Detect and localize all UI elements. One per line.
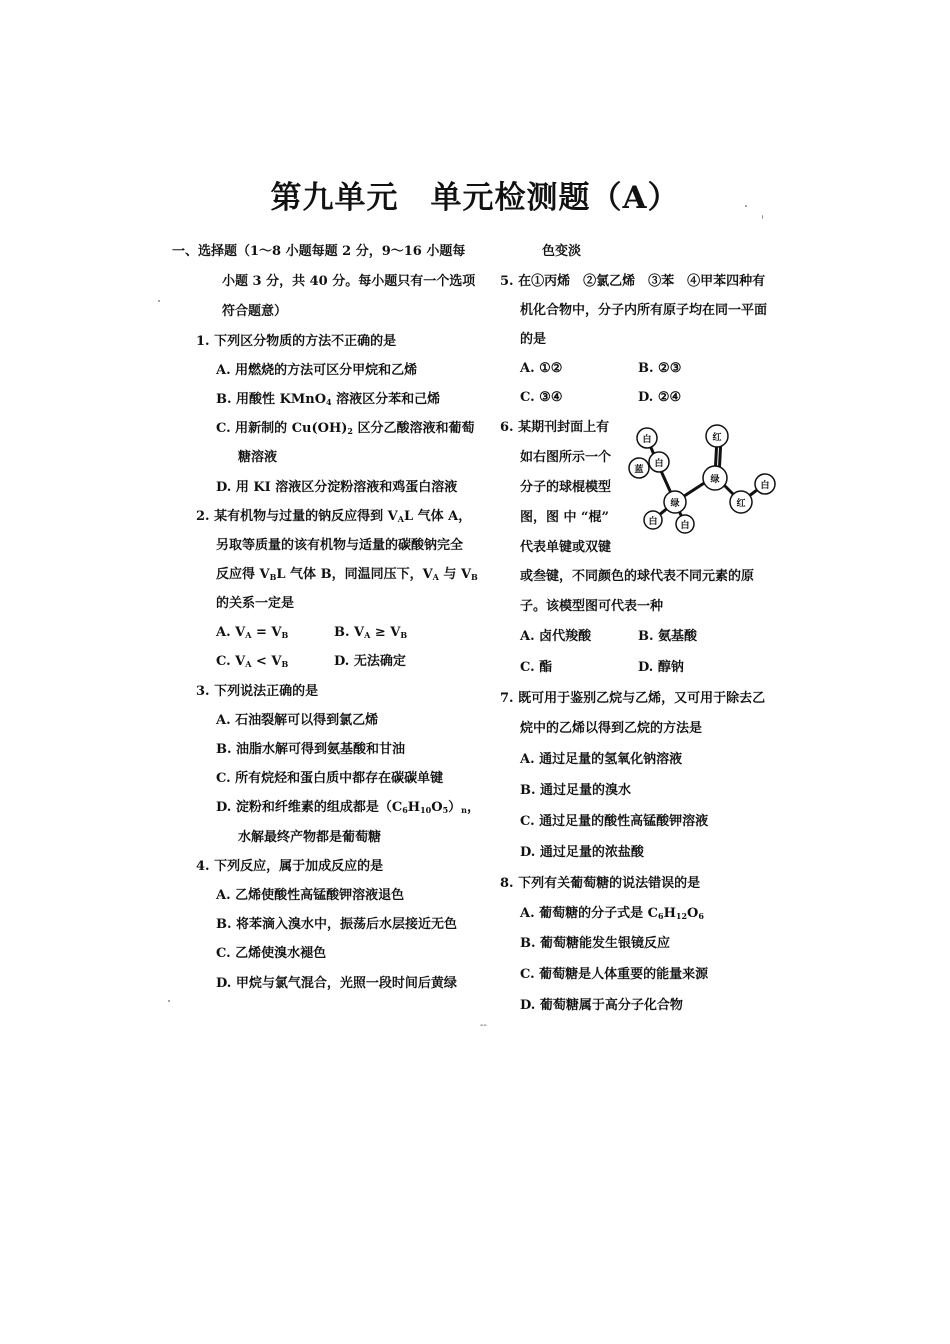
q4-option-c: C. 乙烯使溴水褪色 xyxy=(216,946,327,961)
q4-option-a: A. 乙烯使酸性高锰酸钾溶液退色 xyxy=(216,888,405,903)
q5-option-a: A. ①② xyxy=(520,361,563,376)
q1-option-d: D. 用 KI 溶液区分淀粉溶液和鸡蛋白溶液 xyxy=(216,480,458,495)
q4-option-d-cont: 色变淡 xyxy=(542,244,582,259)
question-6-line1: 6. 某期刊封面上有 xyxy=(500,420,610,435)
q7-option-c: C. 通过足量的酸性高锰酸钾溶液 xyxy=(520,814,709,829)
scan-speck xyxy=(168,1000,170,1002)
question-6-line3: 分子的球棍模型 xyxy=(520,480,612,495)
atom-white-4-label: 白 xyxy=(648,517,658,527)
question-5-line2: 机化合物中，分子内所有原子均在同一平面 xyxy=(520,303,768,318)
question-7-line2: 烷中的乙烯以得到乙烷的方法是 xyxy=(520,721,703,736)
q8-option-d: D. 葡萄糖属于高分子化合物 xyxy=(520,998,683,1013)
q6-option-a: A. 卤代羧酸 xyxy=(520,629,592,644)
q5-options-cd xyxy=(520,390,681,406)
question-6-line6: 或叁键，不同颜色的球代表不同元素的原 xyxy=(520,569,755,584)
q1-option-b: B. 用酸性 KMnO$_4$ 溶液区分苯和己烯 xyxy=(216,392,441,407)
question-2-line1: 2. 某有机物与过量的钠反应得到 $V_AL$ 气体 A， xyxy=(196,509,472,524)
q8-option-a: A. 葡萄糖的分子式是 $C_6H_{12}O_6$ xyxy=(520,906,704,921)
q6-option-c: C. 酯 xyxy=(520,660,553,675)
question-8-stem: 8. 下列有关葡萄糖的说法错误的是 xyxy=(500,876,701,891)
atom-red-2-label: 红 xyxy=(736,499,746,509)
scan-speck xyxy=(158,300,160,302)
q6-option-d: D. 醇钠 xyxy=(638,660,684,675)
question-4-stem: 4. 下列反应，属于加成反应的是 xyxy=(196,859,384,874)
q8-option-c: C. 葡萄糖是人体重要的能量来源 xyxy=(520,967,709,982)
question-3-stem: 3. 下列说法正确的是 xyxy=(196,684,319,699)
q7-option-b: B. 通过足量的溴水 xyxy=(520,783,632,798)
q3-option-b: B. 油脂水解可得到氨基酸和甘油 xyxy=(216,742,406,757)
atom-white-2-label: 白 xyxy=(654,459,664,469)
scan-speck xyxy=(762,215,763,219)
q8-option-b: B. 葡萄糖能发生银镜反应 xyxy=(520,936,671,951)
q1-option-c: C. 用新制的 $Cu(OH)_2$ 区分乙酸溶液和葡萄 xyxy=(216,421,475,436)
question-1-stem: 1. 下列区分物质的方法不正确的是 xyxy=(196,334,397,349)
q3-option-a: A. 石油裂解可以得到氯乙烯 xyxy=(216,713,379,728)
atom-green-1-label: 绿 xyxy=(710,475,720,485)
atom-white-5-label: 白 xyxy=(680,521,690,531)
scan-speck xyxy=(745,205,747,207)
question-6-line4: 图，图 中 “棍” xyxy=(520,510,610,525)
q4-option-b: B. 将苯滴入溴水中，振荡后水层接近无色 xyxy=(216,917,458,932)
question-2-line4: 的关系一定是 xyxy=(216,596,295,611)
atom-white-1-label: 白 xyxy=(642,435,652,445)
q2-options-ab: A. $V_A = V_B$ B. $V_A \ge V_B$ xyxy=(216,625,408,640)
q3-option-d: D. 淀粉和纤维素的组成都是$(C_6H_{10}O_5)_n$， xyxy=(216,800,480,815)
question-7-line1: 7. 既可用于鉴别乙烷与乙烯，又可用于除去乙 xyxy=(500,691,766,706)
q6-option-b: B. 氨基酸 xyxy=(638,629,698,644)
q5-option-c: C. ③④ xyxy=(520,390,563,405)
section-header: 一、选择题（1～8 小题每题 2 分，9～16 小题每 xyxy=(172,244,466,259)
q5-options-ab xyxy=(520,361,681,377)
q2-options-cd: C. $V_A < V_B$ D. 无法确定 xyxy=(216,654,406,669)
q1-option-c-cont: 糖溶液 xyxy=(238,450,278,465)
q3-option-d-cont: 水解最终产物都是葡萄糖 xyxy=(238,830,382,845)
page-number: -- xyxy=(480,1020,487,1031)
question-6-line5: 代表单键或双键 xyxy=(520,540,612,555)
q5-option-b: B. ②③ xyxy=(638,361,682,376)
section-header-line2: 小题 3 分，共 40 分。每小题只有一个选项 xyxy=(222,274,476,289)
q6-options-ab xyxy=(520,629,697,645)
q7-option-d: D. 通过足量的浓盐酸 xyxy=(520,845,644,860)
q6-options-cd xyxy=(520,660,684,676)
q5-option-d: D. ②④ xyxy=(638,390,682,405)
molecule-ball-stick-model xyxy=(625,420,785,535)
question-6-line2: 如右图所示一个 xyxy=(520,450,612,465)
section-header-line3: 符合题意） xyxy=(222,304,288,319)
question-5-line3: 的是 xyxy=(520,332,547,347)
atom-green-2-label: 绿 xyxy=(670,499,680,509)
page-title: 第九单元 单元检测题（A） xyxy=(270,180,680,216)
q7-option-a: A. 通过足量的氢氧化钠溶液 xyxy=(520,752,683,767)
q3-option-c: C. 所有烷烃和蛋白质中都存在碳碳单键 xyxy=(216,771,444,786)
question-6-line7: 子。该模型图可代表一种 xyxy=(520,599,664,614)
atom-red-1-label: 红 xyxy=(712,433,722,443)
question-2-line2: 另取等质量的该有机物与适量的碳酸钠完全 xyxy=(216,538,464,553)
question-2-line3: 反应得 $V_BL$ 气体 B，同温同压下，$V_A$ 与 $V_B$ xyxy=(216,567,478,582)
q1-option-a: A. 用燃烧的方法可区分甲烷和乙烯 xyxy=(216,363,418,378)
atom-white-3-label: 白 xyxy=(760,481,770,491)
q4-option-d: D. 甲烷与氯气混合，光照一段时间后黄绿 xyxy=(216,976,457,991)
atom-blue-label: 蓝 xyxy=(634,465,644,475)
question-5-line1: 5. 在①丙烯 ②氯乙烯 ③苯 ④甲苯四种有 xyxy=(500,274,766,289)
